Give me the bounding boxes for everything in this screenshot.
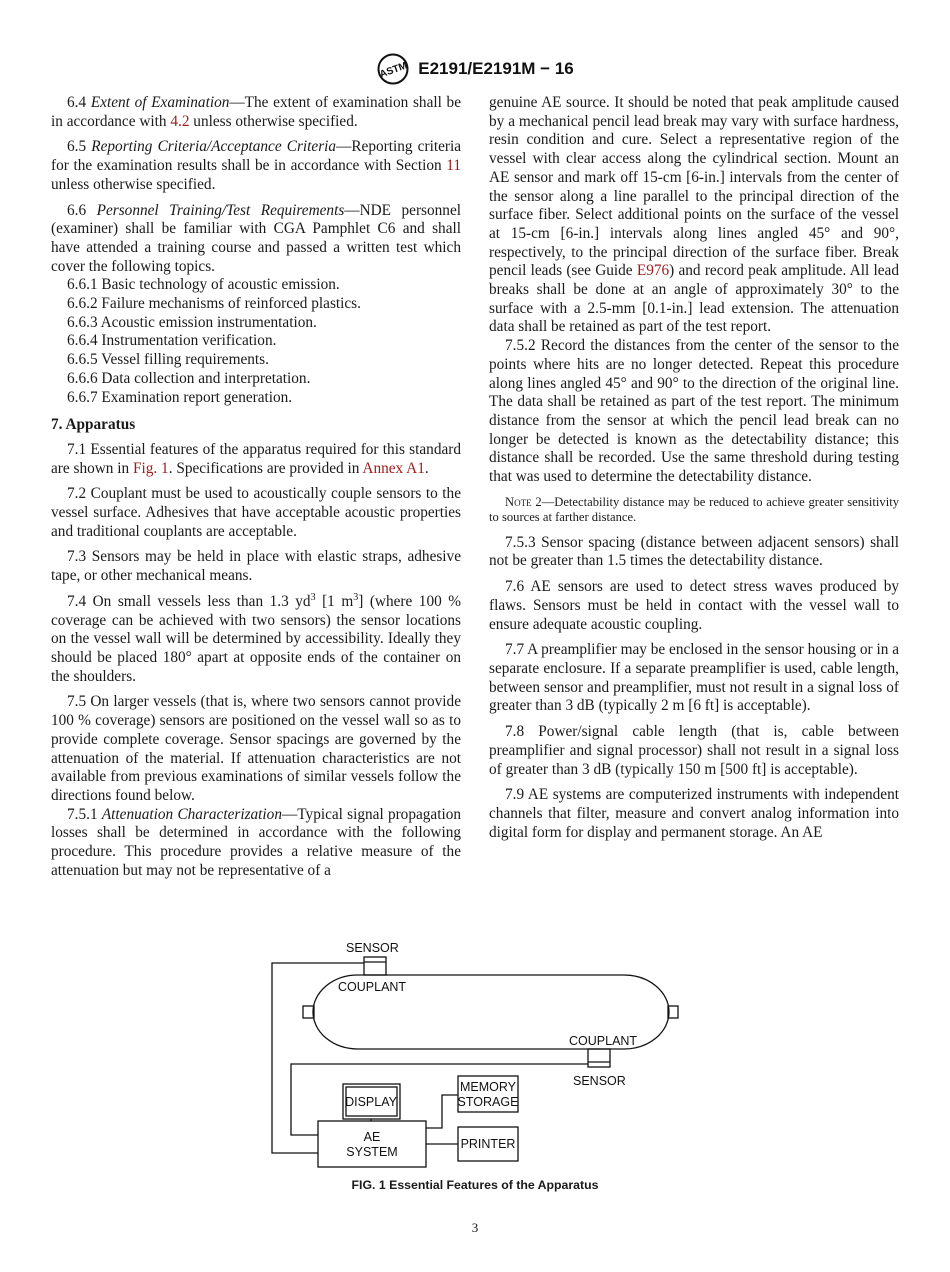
fig-1-link[interactable]: Fig. 1 [133,459,169,477]
section-7-5: 7.5 On larger vessels (that is, where two sensors cannot provide 100 % coverage) sensors are positioned on the vessel wall so as to provide complete coverage. Sensor spacings are governed by the attenuation of the material. If attenuation characteristics are not available from previous examinations of similar vessels follow the directions found below. [51,693,461,804]
topic-item: 6.6.3 Acoustic emission instrumentation. [67,313,317,331]
printer-label: PRINTER [460,1137,516,1151]
section-7-4: 7.4 On small vessels less than 1.3 $yd^3$ [1 $m^3$] (where 100 % coverage can be achieved with two sensors) the sensor locations on the vessel wall will be determined by accessibility. Ideally they should be placed 180° apart at opposite ends of the container on the shoulders. [51,591,462,685]
topic-item: 6.6.5 Vessel filling requirements. [67,351,269,369]
svg-text:ASTM: ASTM [378,60,409,81]
bottom-sensor-box [588,1049,610,1067]
figure-caption: FIG. 1 Essential Features of the Apparatus [351,1178,599,1192]
ae-system-label-line2: SYSTEM [346,1145,398,1159]
sensor-top-label: SENSOR [346,941,399,955]
e976-link[interactable]: E976 [636,262,670,280]
couplant-bottom-label: COUPLANT [569,1034,638,1048]
ae-system-label-line1: AE [363,1130,381,1144]
section-7-8: 7.8 Power/signal cable length (that is, cable between preamplifier and signal processor) shall not result in a signal loss of greater than 3 dB (typically 150 m [500 ft] is acceptable). [489,723,899,778]
couplant-top-label: COUPLANT [338,980,407,994]
page-header [0,52,950,86]
topic-item: 6.6.7 Examination report generation. [67,388,293,406]
section-7-5-2: 7.5.2 Record the distances from the center of the sensor to the points where hits are no longer detected. Repeat this procedure along lines angled 45° and 90° to the direction of the original line. The data shall be retained as part of the test report. The minimum distance from the sensor at which the pencil lead break can no longer be detected is known as the detectability distance; this distance shall be recorded. Use the same threshold during testing that was used to determine the detectability distance. [489,337,899,486]
note-2: Note 2—Detectability distance may be reduced to achieve greater sensitivity to sources at farther distance. [489,494,900,525]
topic-item: 6.6.1 Basic technology of acoustic emission. [67,276,340,294]
section-6-6: 6.6 Personnel Training/Test Requirements—NDE personnel (examiner) shall be familiar with CGA Pamphlet C6 and shall have attended a training course and passed a written test which cover the following topics. [51,201,461,275]
ref-section-11-link[interactable]: 11 [446,157,461,175]
ref-4-2-link[interactable]: 4.2 [170,112,190,130]
topic-item: 6.6.4 Instrumentation verification. [67,332,277,350]
section-7-5-1-continued: genuine AE source. It should be noted that peak amplitude caused by a mechanical pencil lead break may vary with surface hardness, resin condition and cure. Select a representative region of the vessel with clear access along the cylindrical section. Mount an AE sensor and mark off 15-cm [6-in.] intervals from the center of the sensor along a line parallel to the principal direction of the surface fiber. Select additional points on the surface of the vessel at 15-cm [6-in.] intervals along lines angled 45° and 90°, respectively, to the principal direction of the surface fiber. Break pencil leads (see Guide E976) and record peak amplitude. All lead breaks shall be done at an angle of approximately 30° to the surface with a 2.5-mm [0.1-in.] lead extension. The attenuation data shall be retained as part of the test report. [489,94,899,336]
annex-a1-link[interactable]: Annex A1 [362,459,425,477]
section-6-4: 6.4 Extent of Examination—The extent of examination shall be in accordance with 4.2 unless otherwise specified. [51,94,461,130]
memory-label-line2: STORAGE [457,1095,519,1109]
page-number: 3 [471,1220,479,1235]
section-7-5-1: 7.5.1 Attenuation Characterization—Typical signal propagation losses shall be determined in accordance with the following procedure. This procedure provides a relative measure of the attenuation but may not be representative of a [51,805,462,879]
top-sensor-box [364,957,386,975]
ae-system-box [318,1121,426,1167]
section-7-6: 7.6 AE sensors are used to detect stress waves produced by flaws. Sensors must be held in contact with the vessel wall to ensure adequate acoustic coupling. [489,578,899,633]
figure-1-diagram [0,935,950,1175]
memory-label-line1: MEMORY [459,1080,517,1094]
section-7-5-3: 7.5.3 Sensor spacing (distance between adjacent sensors) shall not be greater than 1.5 times the detectability distance. [489,533,899,570]
bottom-sensor-cable [291,1064,588,1135]
sensor-bottom-label: SENSOR [573,1074,626,1088]
section-7-7: 7.7 A preamplifier may be enclosed in the sensor housing or in a separate enclosure. If a separate preamplifier is used, cable length, between sensor and preamplifier, must not result in a signal loss of greater than 3 dB (typically 2 m [6 ft] is acceptable). [489,641,899,715]
left-column [51,94,461,880]
topic-item: 6.6.6 Data collection and interpretation. [67,369,311,387]
apparatus-diagram [0,935,950,1175]
memory-connector [426,1095,458,1128]
section-6-5: 6.5 Reporting Criteria/Acceptance Criteria—Reporting criteria for the examination results shall be in accordance with Section 11 unless otherwise specified. [51,138,461,193]
section-7-3: 7.3 Sensors may be held in place with elastic straps, adhesive tape, or other mechanical means. [51,548,461,585]
section-7-1: 7.1 Essential features of the apparatus required for this standard are shown in Fig. 1. Specifications are provided in Annex A1. [51,440,461,477]
apparatus-heading: 7. Apparatus [51,416,136,434]
right-column [489,94,899,849]
display-label: DISPLAY [345,1095,397,1109]
astm-logo-icon [376,53,410,85]
topic-item: 6.6.2 Failure mechanisms of reinforced plastics. [67,295,361,313]
section-7-2: 7.2 Couplant must be used to acoustically couple sensors to the vessel surface. Adhesives that have acceptable acoustic properties and traditional couplants are acceptable. [51,485,461,540]
section-7-9: 7.9 AE systems are computerized instruments with independent channels that filter, measure and convert analog information into digital form for display and permanent storage. An AE [489,786,899,841]
document-designation: E2191/E2191M − 16 [418,59,574,78]
